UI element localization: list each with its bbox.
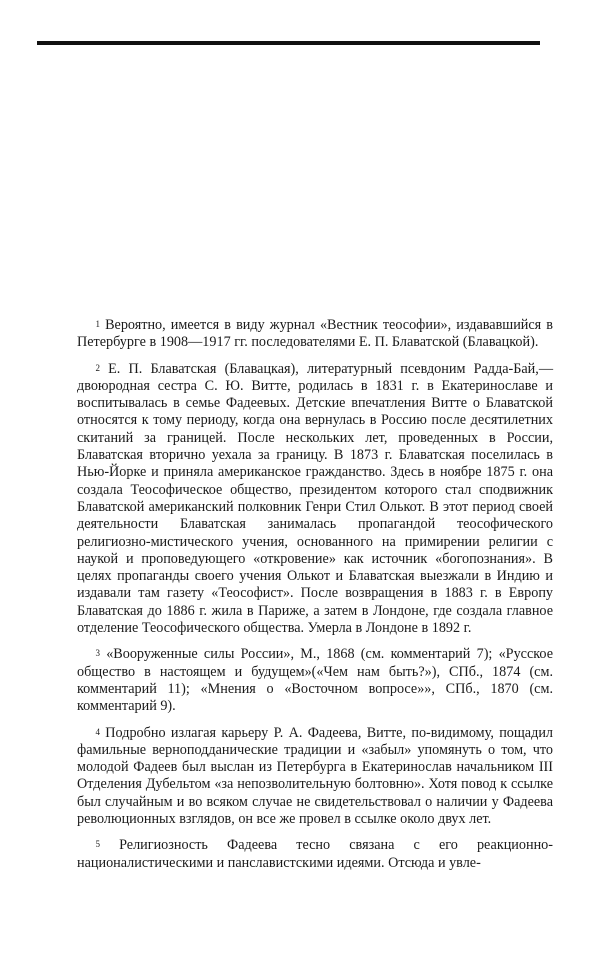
footnote-5-number: 5: [95, 839, 100, 850]
footnote-1-number: 1: [95, 319, 100, 329]
footnote-4-text: Подробно излагая карьеру Р. А. Фадеева, Витте, по-видимому, пощадил фамильные верноподданические традиции и «забыл» упомянуть о том, что молодой Фадеев был выслан из Петербурга в Екатеринослав начальником III Отделения Дубельтом «за непозволительную болтовню». Хотя повод к ссылке был случайным и во всяком случае не свидетельствовал о наличии у Фадеева революционных взглядов, он все же провел в ссылке около двух лет.: [77, 724, 553, 828]
footnote-1: [77, 317, 553, 352]
footnote-4-number: 4: [95, 726, 100, 737]
footnote-4: [77, 725, 553, 829]
footnotes-block: [77, 317, 553, 872]
footnote-2-text: Е. П. Блаватская (Блавацкая), литературный псевдоним Радда-Бай,— двоюродная сестра С. Ю. Витте, родилась в 1831 г. в Екатеринославе и воспитывалась в семье Фадеевых. Детские впечатления Витте о Блаватской относятся к тому периоду, когда она вернулась в Россию после десятилетних скитаний за границей. После нескольких лет, проведенных в России, Блаватская вторично уехала за границу. В 1873 г. Блаватская поселилась в Нью-Йорке и приняла американское гражданство. Здесь в ноябре 1875 г. она создала Теософическое общество, президентом которого стал сподвижник Блаватской американский полковник Генри Стил Олькот. В этот период своей деятельности Блаватская занималась пропагандой теософического религиозно-мистического учения, основанного на примирении религии с наукой и проповедующего «откровение» как источник «богопознания». В целях пропаганды своего учения Олькот и Блаватская выезжали в Индию и издавали там газету «Теософист». После возвращения в 1883 г. в Европу Блаватская до 1886 г. жила в Париже, а затем в Лондоне, где создала главное отделение Теософического общества. Умерла в Лондоне в 1892 г.: [77, 360, 553, 637]
footnote-3-text: «Вооруженные силы России», М., 1868 (см. комментарий 7); «Русское общество в настоящем и будущем»(«Чем нам быть?»), СПб., 1874 (см. комментарий 11); «Мнения о «Восточном вопросе»», СПб., 1870 (см. комментарий 9).: [77, 646, 553, 715]
footnote-2: [77, 361, 553, 638]
footnote-5: [77, 837, 553, 872]
footnote-3: [77, 646, 553, 715]
footnote-5-text: Религиозность Фадеева тесно связана с его реакционно-националистическими и панславистскими идеями. Отсюда и увле-: [77, 837, 553, 871]
footnote-2-number: 2: [95, 362, 100, 373]
header-rule: [37, 41, 540, 45]
footnote-3-number: 3: [95, 648, 100, 659]
footnote-1-text: Вероятно, имеется в виду журнал «Вестник теософии», издававшийся в Петербурге в 1908—1917 гг. последователями Е. П. Блаватской (Блавацкой).: [77, 317, 553, 351]
